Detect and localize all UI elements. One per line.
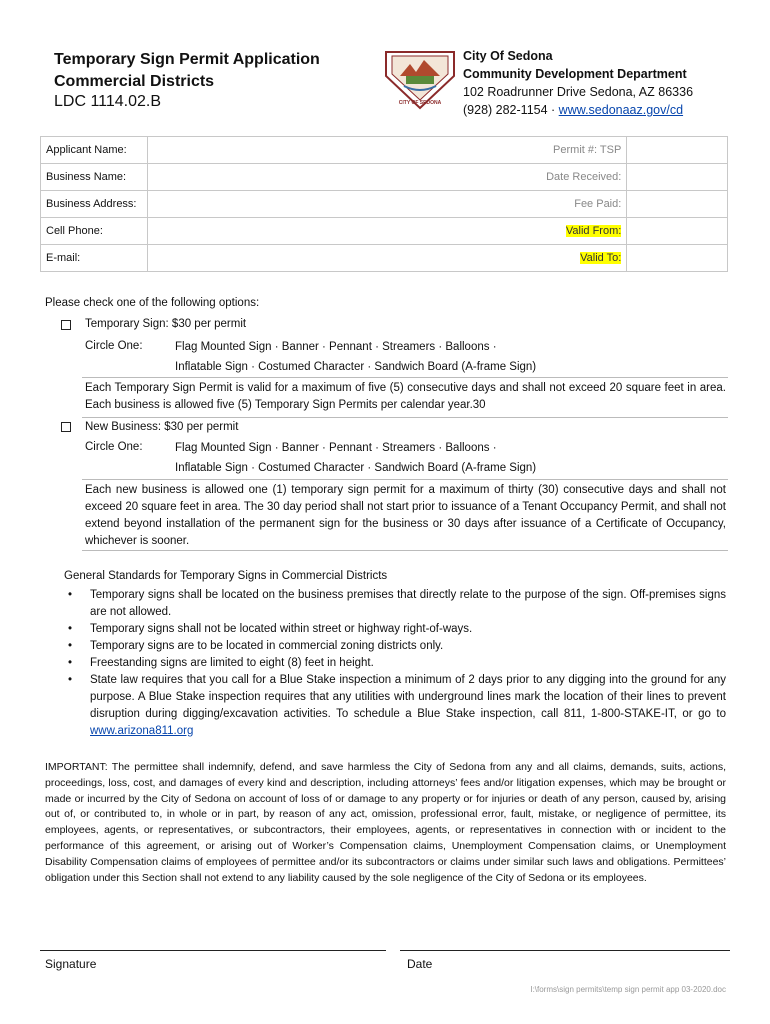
table-row — [41, 137, 728, 164]
email-field[interactable] — [147, 245, 627, 272]
blue-stake-text: State law requires that you call for a Blue Stake inspection a minimum of 2 days prior to any digging into the ground for any purpose. A Blue Stake inspection requires that any utilities with underground lines mark the location of their lines to prevent disruption during digging/excavation activities. To schedule a Blue Stake inspection, call 811, 1-800-STAKE-IT, or go to — [90, 674, 726, 720]
date-label: Date — [407, 957, 433, 971]
temporary-sign-checkbox[interactable] — [61, 320, 71, 330]
divider — [82, 479, 728, 480]
standards-list — [64, 587, 726, 740]
business-address-label: Business Address: — [41, 191, 148, 218]
new-business-circle-label: Circle One: — [85, 441, 143, 453]
table-row — [41, 218, 728, 245]
temporary-sign-label: Temporary Sign: $30 per permit — [85, 318, 247, 330]
business-address-field[interactable] — [147, 191, 627, 218]
department-name: Community Development Department — [463, 67, 687, 81]
title-line-1: Temporary Sign Permit Application — [54, 51, 320, 68]
temporary-circle-label: Circle One: — [85, 340, 143, 352]
new-business-checkbox[interactable] — [61, 422, 71, 432]
new-business-choices[interactable] — [175, 438, 536, 478]
arizona811-link[interactable]: www.arizona811.org — [90, 725, 194, 737]
new-business-choices-line-2[interactable]: Inflatable Sign · Costumed Character · Sandwich Board (A-frame Sign) — [175, 462, 537, 474]
page-title — [54, 49, 320, 93]
list-item: • Temporary signs shall not be located within street or highway right-of-ways. — [64, 621, 726, 638]
signature-line[interactable] — [40, 950, 386, 951]
valid-to-label: Valid To: — [580, 252, 622, 264]
permit-number-field[interactable] — [627, 137, 728, 164]
list-item: • Temporary signs are to be located in commercial zoning districts only. — [64, 638, 726, 655]
org-block — [463, 47, 693, 119]
table-row — [41, 245, 728, 272]
org-name: City Of Sedona — [463, 49, 553, 63]
valid-from-field[interactable] — [627, 218, 728, 245]
seal-text: CITY OF SEDONA — [398, 100, 442, 106]
date-received-field[interactable] — [627, 164, 728, 191]
list-item — [64, 672, 726, 740]
footer-path: I:\forms\sign permits\temp sign permit app 03-2020.doc — [530, 985, 726, 994]
applicant-table — [40, 136, 728, 272]
divider — [82, 377, 728, 378]
city-seal-icon — [380, 46, 460, 110]
org-phone: (928) 282-1154 · — [463, 103, 559, 117]
valid-to-field[interactable] — [627, 245, 728, 272]
temporary-note: Each Temporary Sign Permit is valid for a maximum of five (5) consecutive days and shall not exceed 20 square feet in area. Each business is allowed five (5) Temporary Sign Permits per calendar year.30 — [85, 382, 726, 411]
cell-phone-label: Cell Phone: — [41, 218, 148, 245]
new-business-label: New Business: $30 per permit — [85, 421, 239, 433]
temporary-choices-line-1[interactable]: Flag Mounted Sign · Banner · Pennant · Streamers · Balloons · — [175, 341, 497, 353]
options-intro: Please check one of the following options: — [45, 297, 260, 309]
list-item: • Freestanding signs are limited to eight (8) feet in height. — [64, 655, 726, 672]
fee-paid-field[interactable] — [627, 191, 728, 218]
date-line[interactable] — [400, 950, 730, 951]
divider — [82, 550, 728, 551]
list-item: • Temporary signs shall be located on the business premises that directly relate to the purpose of the sign. Off-premises signs are not allowed. — [64, 587, 726, 621]
business-name-field[interactable] — [147, 164, 627, 191]
applicant-name-field[interactable] — [147, 137, 627, 164]
permit-number-label: Permit #: TSP — [553, 144, 622, 156]
new-business-choices-line-1[interactable]: Flag Mounted Sign · Banner · Pennant · Streamers · Balloons · — [175, 442, 497, 454]
org-contact — [463, 101, 693, 119]
table-row — [41, 191, 728, 218]
temporary-choices[interactable] — [175, 337, 536, 377]
fee-paid-label: Fee Paid: — [574, 198, 622, 210]
org-address: 102 Roadrunner Drive Sedona, AZ 86336 — [463, 85, 694, 99]
date-received-label: Date Received: — [546, 171, 622, 183]
business-name-label: Business Name: — [41, 164, 148, 191]
important-notice: IMPORTANT: The permittee shall indemnify, defend, and save harmless the City of Sedona from any and all claims, demands, suits, actions, proceedings, loss, cost, and damages of every kind and description, including attorneys’ fees and/or litigation expenses, which may be brought or made or incurred by the City of Sedona on account of loss of or damage to any property or for injuries or death of any person, caused by, arising out of, or contributed to, in whole or in part, by reason of any act, omission, professional error, fault, mistake, or negligence of permittee, its employees, agents, or representatives, or subcontractors, their employees, agents, or representatives in connection with or incident to the performance of this agreement, or arising out of Worker’s Compensation claims, Unemployment Compensation claims, or Unemployment Disability Compensation claims of employees of permittee and/or its subcontractors or claims under similar such laws and obligations. Permittees’ obligation under this Section shall not extend to any liability caused by the sole negligence of the City of Sedona or its employees. — [45, 761, 726, 884]
applicant-name-label: Applicant Name: — [41, 137, 148, 164]
title-line-2: Commercial Districts — [54, 73, 215, 90]
signature-label: Signature — [45, 957, 97, 971]
cell-phone-field[interactable] — [147, 218, 627, 245]
standards-heading: General Standards for Temporary Signs in Commercial Districts — [64, 570, 388, 582]
email-label: E-mail: — [41, 245, 148, 272]
temporary-choices-line-2[interactable]: Inflatable Sign · Costumed Character · Sandwich Board (A-frame Sign) — [175, 361, 537, 373]
website-link[interactable]: www.sedonaaz.gov/cd — [558, 103, 684, 117]
valid-from-label: Valid From: — [565, 225, 622, 237]
new-business-note: Each new business is allowed one (1) temporary sign permit for a maximum of thirty (30) consecutive days and shall not exceed 20 square feet in area. The 30 day period shall not start prior to issuance of a Tenant Occupancy Permit, and shall not extend beyond installation of the permanent sign for the business or 30 days after issuance of a Certificate of Occupancy, whichever is sooner. — [85, 484, 726, 547]
divider — [82, 417, 728, 418]
code-reference: LDC 1114.02.B — [54, 93, 162, 110]
table-row — [41, 164, 728, 191]
